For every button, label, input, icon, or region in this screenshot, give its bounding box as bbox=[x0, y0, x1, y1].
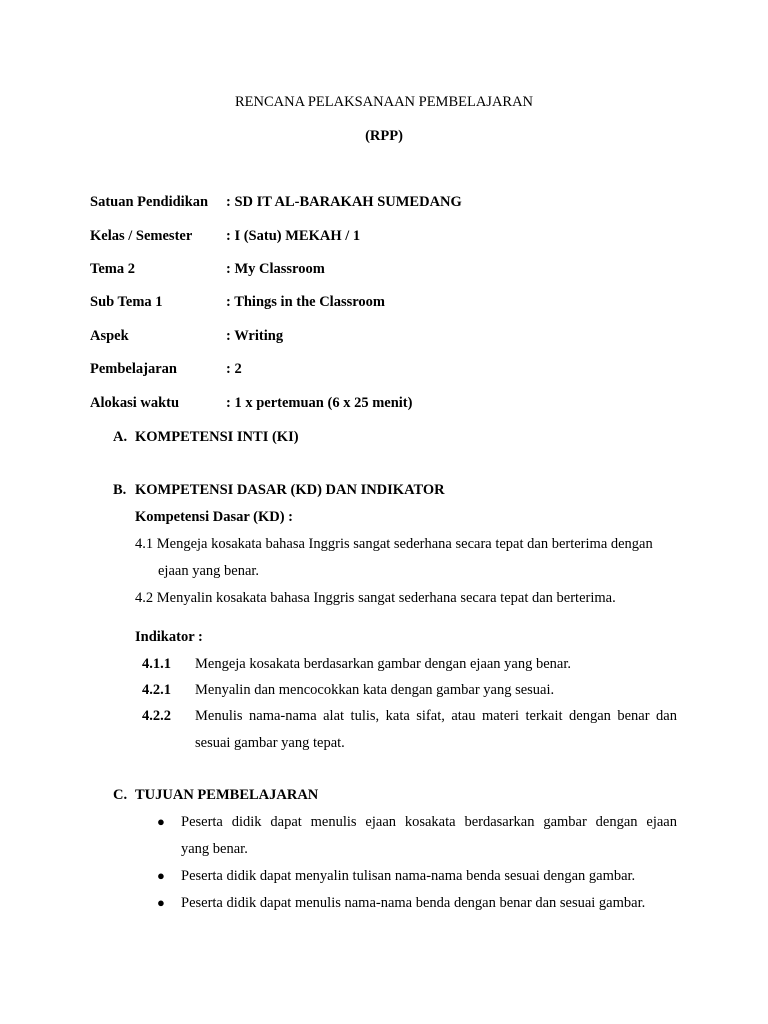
document-title: RENCANA PELAKSANAAN PEMBELAJARAN bbox=[234, 94, 534, 110]
identity-label: Satuan Pendidikan bbox=[90, 194, 209, 210]
identity-label: Alokasi waktu bbox=[90, 395, 180, 411]
identity-label: Sub Tema 1 bbox=[90, 294, 163, 310]
identity-value: : I (Satu) MEKAH / 1 bbox=[226, 228, 361, 244]
tujuan-item: Peserta didik dapat menulis ejaan kosakata berdasarkan gambar dengan ejaan bbox=[181, 814, 677, 830]
identity-label: Pembelajaran bbox=[90, 361, 177, 377]
bullet-icon: ● bbox=[157, 895, 165, 910]
tujuan-item-continuation: yang benar. bbox=[181, 841, 248, 857]
section-c-marker: C. bbox=[113, 787, 128, 803]
bullet-icon: ● bbox=[157, 868, 165, 883]
indikator-text-continuation: sesuai gambar yang tepat. bbox=[195, 735, 345, 751]
tujuan-item: Peserta didik dapat menulis nama-nama benda dengan benar dan sesuai gambar. bbox=[181, 895, 646, 911]
kd-heading: Kompetensi Dasar (KD) : bbox=[135, 509, 294, 525]
tujuan-item: Peserta didik dapat menyalin tulisan nama-nama benda sesuai dengan gambar. bbox=[181, 868, 636, 884]
identity-value: : Things in the Classroom bbox=[226, 294, 385, 310]
identity-label: Tema 2 bbox=[90, 261, 135, 277]
identity-value: : My Classroom bbox=[226, 261, 325, 277]
indikator-text: Menyalin dan mencocokkan kata dengan gambar yang sesuai. bbox=[195, 682, 555, 698]
kd-item: 4.1 Mengeja kosakata bahasa Inggris sangat sederhana secara tepat dan berterima dengan bbox=[135, 536, 653, 552]
kd-item-continuation: ejaan yang benar. bbox=[158, 563, 260, 579]
bullet-icon: ● bbox=[157, 814, 165, 829]
identity-label: Aspek bbox=[90, 328, 129, 344]
identity-value: : 2 bbox=[226, 361, 242, 377]
section-c-heading: TUJUAN PEMBELAJARAN bbox=[135, 787, 319, 803]
identity-value: : SD IT AL-BARAKAH SUMEDANG bbox=[226, 194, 462, 210]
section-a-marker: A. bbox=[113, 429, 128, 445]
indikator-text: Menulis nama-nama alat tulis, kata sifat, atau materi terkait dengan benar dan bbox=[195, 708, 677, 724]
identity-value: : 1 x pertemuan (6 x 25 menit) bbox=[226, 395, 413, 411]
indikator-text: Mengeja kosakata berdasarkan gambar dengan ejaan yang benar. bbox=[195, 656, 572, 672]
kd-item: 4.2 Menyalin kosakata bahasa Inggris sangat sederhana secara tepat dan berterima. bbox=[135, 590, 616, 606]
section-b-heading: KOMPETENSI DASAR (KD) DAN INDIKATOR bbox=[135, 482, 445, 498]
identity-value: : Writing bbox=[226, 328, 284, 344]
section-b-marker: B. bbox=[113, 482, 127, 498]
indikator-heading: Indikator : bbox=[135, 629, 203, 645]
section-a-heading: KOMPETENSI INTI (KI) bbox=[135, 429, 299, 445]
indikator-number: 4.1.1 bbox=[142, 656, 171, 672]
indikator-number: 4.2.1 bbox=[142, 682, 171, 698]
document-subtitle: (RPP) bbox=[365, 128, 403, 144]
identity-label: Kelas / Semester bbox=[90, 228, 193, 244]
indikator-number: 4.2.2 bbox=[142, 708, 171, 724]
